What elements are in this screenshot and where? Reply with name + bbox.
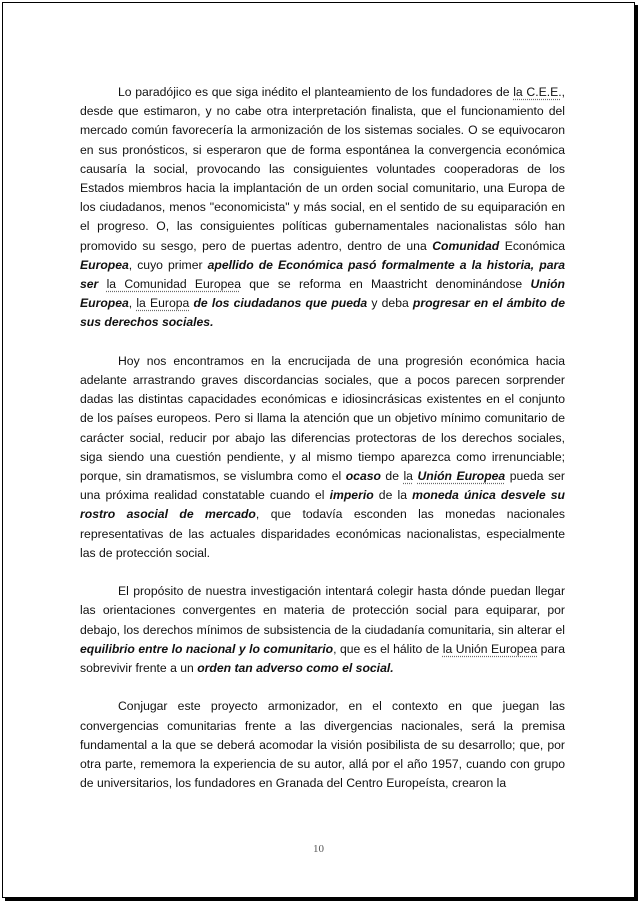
page-number: 10: [313, 843, 324, 855]
emphasized-text: la Unión Europea: [442, 641, 538, 656]
paragraph-4: [80, 697, 565, 793]
body-text: [80, 83, 565, 813]
text-run: , que todavía esconden las monedas nacionales representativas de las actuales disparidades económicas nacionalistas, especialmente las de protección social.: [80, 507, 566, 560]
emphasized-text: Unión Europea: [80, 277, 565, 311]
emphasized-text: ocaso: [345, 469, 381, 484]
emphasized-text: Unión Europea: [417, 469, 506, 484]
emphasized-text: de los ciudadanos que pueda: [193, 296, 368, 311]
text-run: Económica: [499, 238, 565, 253]
paragraph-1: [80, 83, 565, 333]
emphasized-text: la Comunidad Europea: [106, 277, 241, 292]
text-run: pueda ser una próxima realidad constatable cuando el: [80, 469, 565, 503]
text-run: El propósito de nuestra investigación intentará colegir hasta dónde puedan llegar las orientaciones convergentes en materia de protección social para equiparar, por debajo, los derechos mínimos de subsistencia de la ciudadanía comunitaria, sin alterar el: [80, 584, 565, 637]
text-run: Hoy nos encontramos en la encrucijada de una progresión económica hacia adelante arrastrando graves discordancias sociales, que a pocos parecen sorprender dadas las distintas capacidades económicas e idiosincrásicas existentes en el conjunto de los países europeos. Pero si llama la atención que un objetivo mínimo comunitario de carácter social, reducir por abajo las diferencias protectoras de los derechos sociales, siga siendo una cuestión pendiente, y al mismo tiempo aparezca como irrenunciable; porque, sin dramatismos, se vislumbra como el: [80, 353, 565, 484]
emphasized-text: orden tan adverso como el social.: [197, 661, 394, 676]
emphasized-text: moneda única desvele su rostro asocial de mercado: [80, 488, 566, 522]
emphasized-text: apellido de Económica pasó formalmente a la historia, para ser: [80, 257, 565, 292]
text-run: [98, 277, 106, 291]
emphasized-text: la C.E.E.: [513, 85, 562, 99]
emphasized-text: equilibrio entre lo nacional y lo comunitario: [80, 641, 334, 656]
text-run: , desde que estimaron, y no cabe otra interpretación finalista, que el funcionamiento del mercado común favorecería la armonización de los sistemas sociales. O se equivocaron en sus pronósticos, si esperaron que de forma espontánea la convergencia económica causaría la social, provocando las consiguientes voluntades cooperadoras de los Estados miembros hacia la implantación de un orden social comunitario, una Europa de los ciudadanos, menos "economicista" y más social, en el sentido de su equiparación en el progreso. O, las consiguientes políticas gubernamentales nacionalistas sólo han promovido su sesgo, pero de puertas adentro, dentro de una: [80, 85, 565, 253]
text-run: de: [380, 469, 404, 484]
text-run: , que es el hálito de: [333, 641, 443, 656]
emphasized-text: la: [403, 469, 413, 484]
text-run: Conjugar este proyecto armonizador, en el contexto en que juegan las convergencias comunitarias frente a las divergencias nacionales, será la premisa fundamental a la que se deberá acomodar la visión posibilista de su desarrollo; que, por otra parte, rememora la experiencia de su autor, allá por el año 1957, cuando con grupo de universitarios, los fundadores en Granada del Centro Europeísta, crearon la: [80, 699, 565, 791]
emphasized-text: Europea: [80, 257, 129, 272]
text-run: y deba: [367, 296, 413, 311]
text-run: ,: [128, 296, 137, 311]
document-page: [2, 2, 635, 898]
text-run: de la: [373, 488, 413, 503]
text-run: que se reforma en Maastricht denominándose: [240, 277, 531, 292]
emphasized-text: progresar en el ámbito de sus derechos sociales.: [80, 296, 566, 330]
emphasized-text: Comunidad: [432, 238, 500, 253]
paragraph-2: [80, 352, 565, 563]
text-run: , cuyo primer: [128, 257, 208, 272]
emphasized-text: imperio: [329, 488, 374, 503]
text-run: Lo paradójico es que siga inédito el planteamiento de los fundadores de: [118, 85, 514, 99]
text-run: para sobrevivir frente a un: [80, 641, 565, 676]
paragraph-3: [80, 582, 565, 678]
emphasized-text: la Europa: [136, 296, 190, 311]
